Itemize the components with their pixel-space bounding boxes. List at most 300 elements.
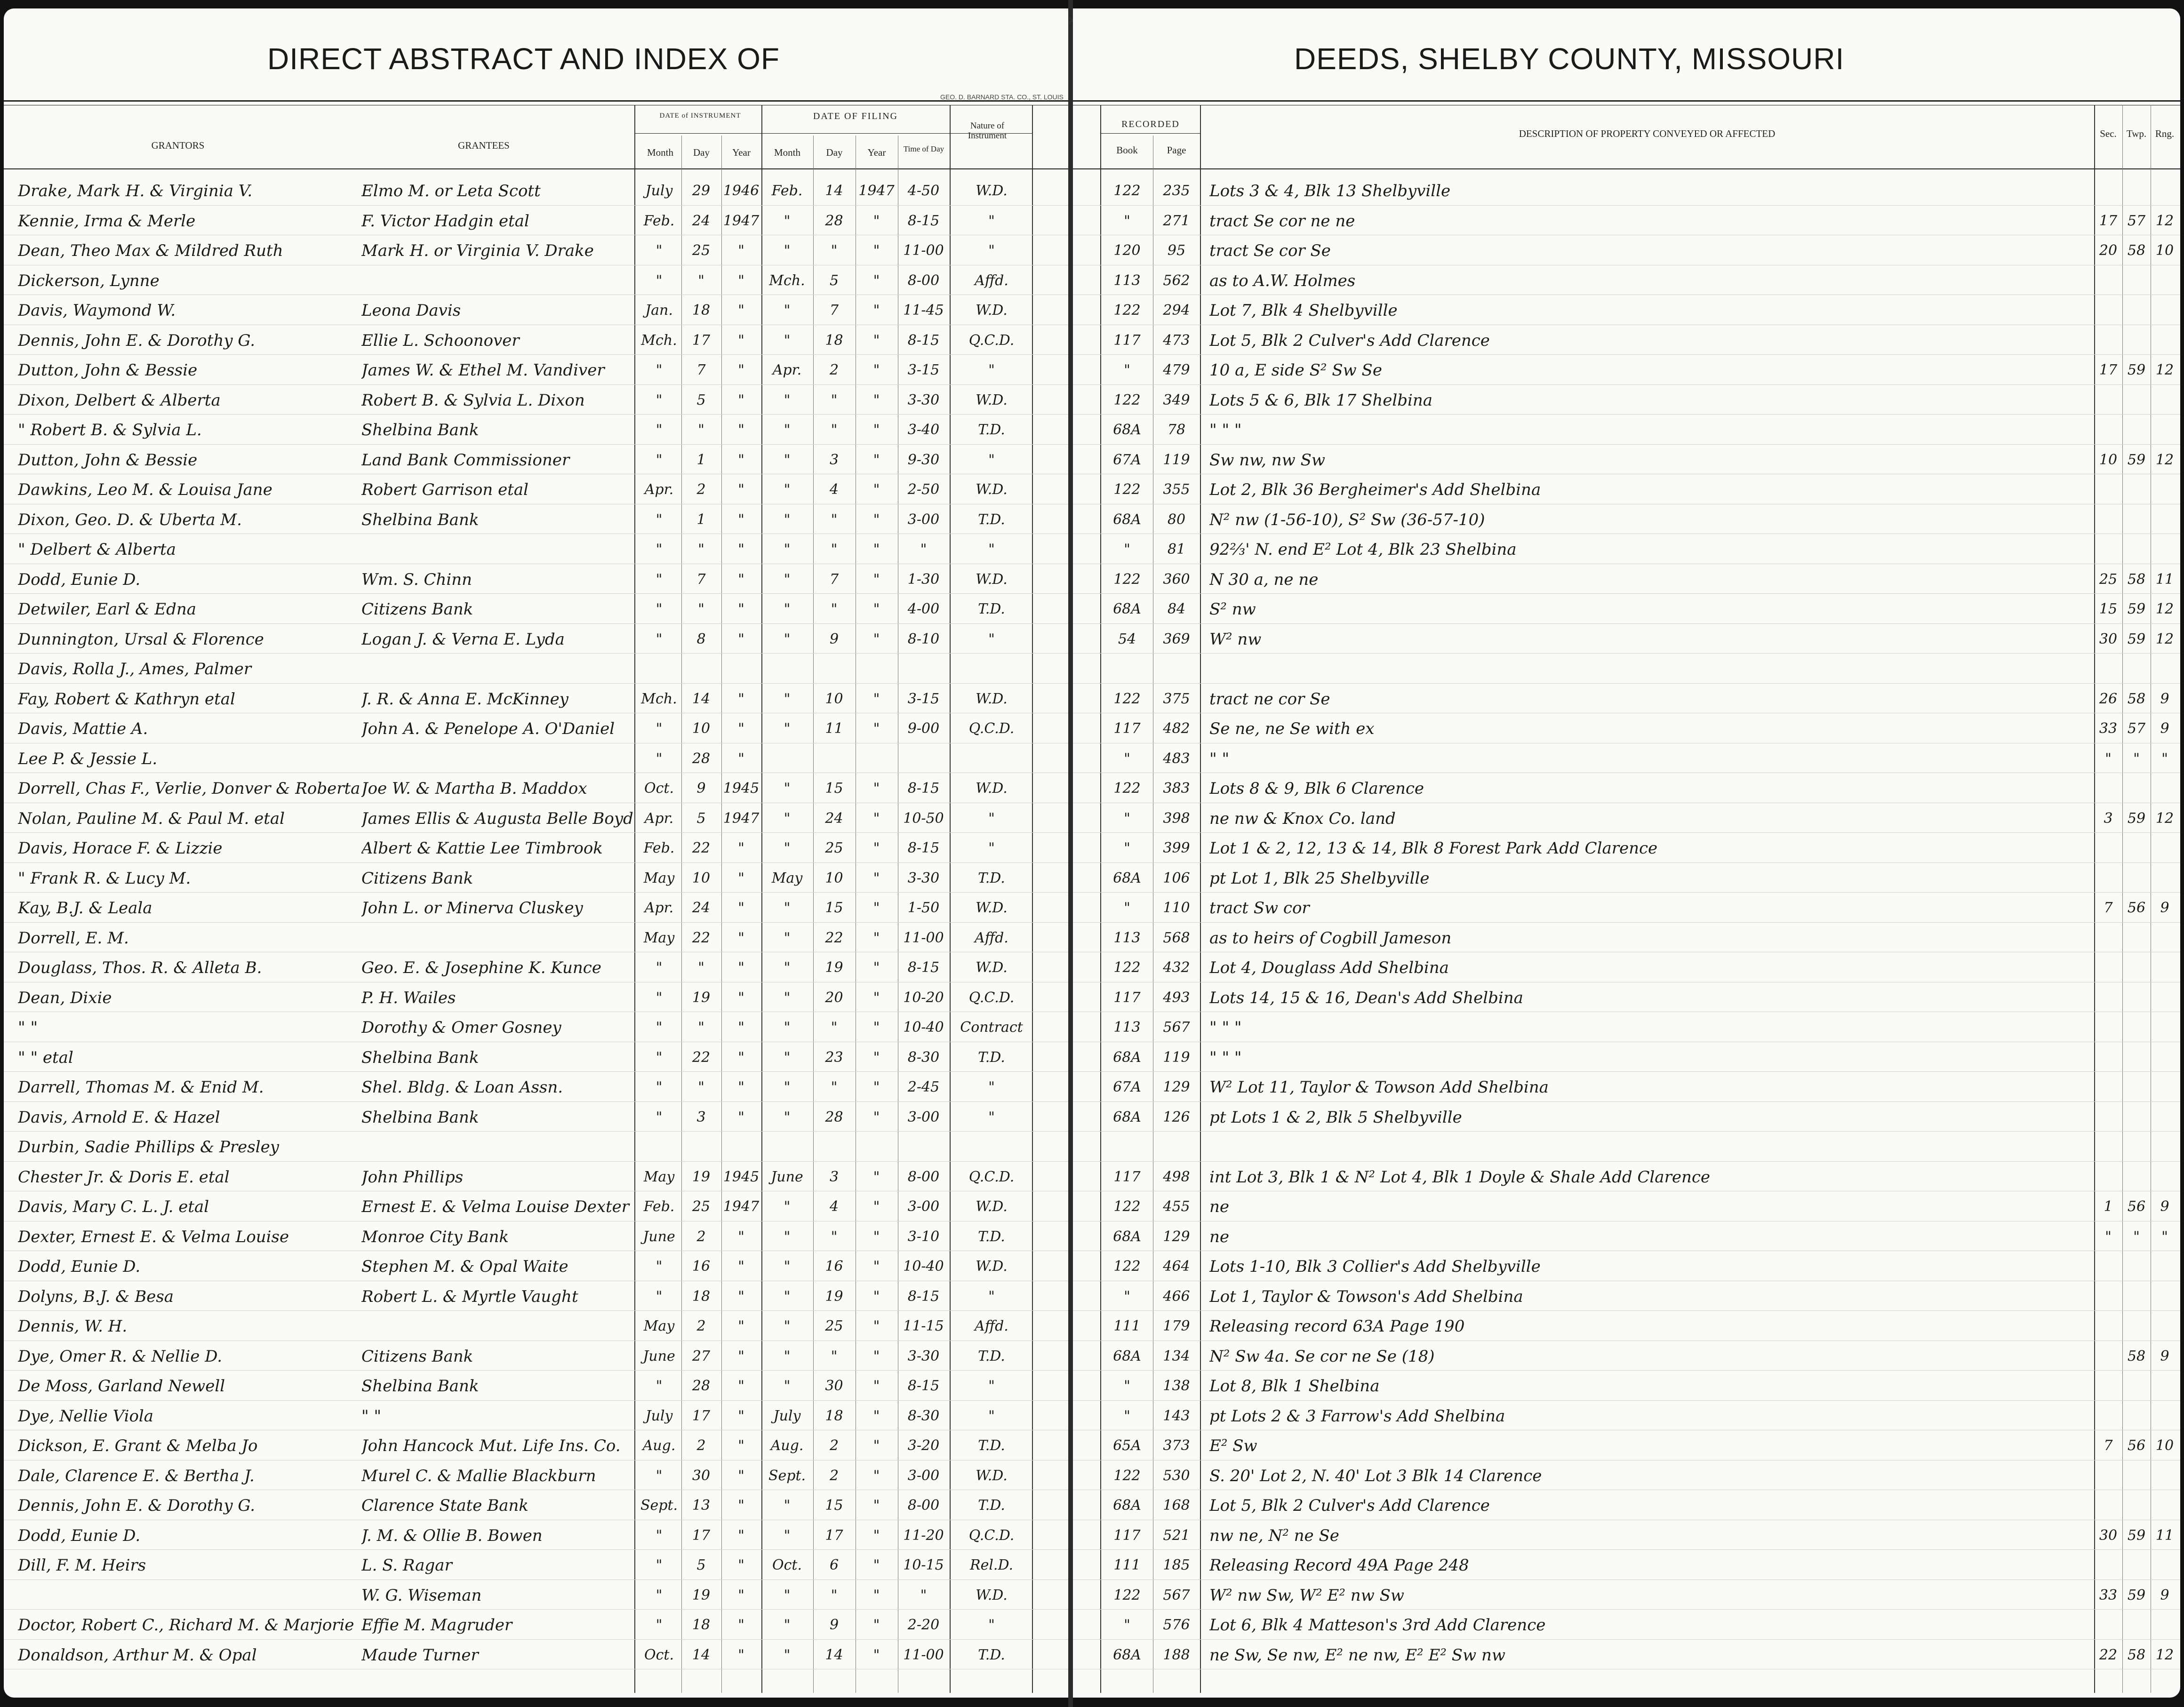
book-cell: 111 (1113, 1318, 1141, 1334)
description-cell: W² nw Sw, W² E² nw Sw (1209, 1586, 1405, 1605)
file-day-cell: 28 (825, 212, 843, 229)
left-row-rule (4, 414, 1068, 415)
inst-year-cell: " (738, 332, 744, 349)
rng-cell: 12 (2155, 810, 2174, 827)
file-month-cell: " (784, 1378, 791, 1394)
grantor-cell: Dolyns, B.J. & Besa (18, 1287, 174, 1306)
time-cell: 11-45 (903, 302, 944, 319)
inst-month-cell: June (643, 1228, 675, 1245)
page-cell: 373 (1163, 1437, 1190, 1454)
book-cell: 117 (1113, 1168, 1141, 1185)
file-day-cell: 11 (825, 720, 843, 737)
page-cell: 562 (1163, 272, 1190, 289)
inst-month-cell: " (656, 511, 663, 528)
page-cell: 106 (1163, 869, 1190, 886)
book-cell: 68A (1113, 869, 1141, 886)
file-year-cell: " (873, 601, 880, 617)
book-cell: " (1124, 900, 1130, 916)
inst-day-cell: " (698, 1019, 704, 1036)
col-divider (950, 105, 951, 1693)
time-cell: 8-00 (907, 272, 940, 289)
inst-month-cell: Feb. (643, 840, 675, 856)
inst-day-cell: 10 (692, 720, 711, 737)
sec-cell: 17 (2099, 212, 2118, 229)
file-year-cell: " (873, 810, 880, 827)
time-cell: 10-15 (903, 1557, 944, 1573)
grantee-cell: James Ellis & Augusta Belle Boyd (361, 809, 633, 828)
description-cell: Lots 5 & 6, Blk 17 Shelbina (1209, 391, 1433, 410)
file-month-cell: " (784, 989, 791, 1006)
time-cell: 10-40 (903, 1258, 944, 1275)
inst-year-cell: " (738, 1497, 744, 1514)
inst-month-cell: " (656, 1258, 663, 1275)
file-day-cell: 14 (825, 1646, 843, 1663)
file-month-cell: " (784, 391, 791, 408)
book-cell: 67A (1113, 1079, 1141, 1095)
page-header: Page (1167, 144, 1186, 156)
nature-cell: W.D. (976, 1258, 1008, 1275)
twp-cell: 56 (2127, 900, 2146, 916)
book-cell: 68A (1113, 1109, 1141, 1125)
grantor-cell: Kay, B.J. & Leala (18, 899, 152, 917)
page-cell: 355 (1163, 481, 1190, 498)
book-cell: 122 (1113, 391, 1141, 408)
time-cell: " (920, 541, 927, 558)
time-cell: 8-00 (907, 1497, 940, 1514)
nature-cell: " (988, 1407, 995, 1424)
left-row-rule (4, 1101, 1068, 1102)
nature-cell: " (988, 630, 995, 647)
inst-year-cell: 1947 (723, 810, 760, 827)
file-month-cell: Apr. (772, 362, 802, 378)
description-cell: Lots 1-10, Blk 3 Collier's Add Shelbyville (1209, 1257, 1541, 1276)
page-cell: 95 (1167, 242, 1186, 259)
time-cell: 8-15 (907, 840, 940, 856)
grantee-cell: F. Victor Hadgin etal (361, 211, 529, 231)
inst-day-cell: 17 (692, 1407, 711, 1424)
inst-month-cell: " (656, 391, 663, 408)
inst-day-cell: 18 (692, 1288, 711, 1305)
left-row-rule (4, 1609, 1068, 1610)
nature-cell: W.D. (976, 481, 1008, 498)
right-row-rule (1073, 593, 2180, 594)
inst-year-cell: " (738, 272, 744, 289)
book-cell: 111 (1113, 1557, 1141, 1573)
rng-cell: 12 (2155, 630, 2174, 647)
grantor-cell: Dodd, Eunie D. (18, 1526, 141, 1545)
inst-day-cell: 22 (692, 1049, 711, 1066)
inst-day-cell: 24 (692, 900, 711, 916)
description-cell: Lot 5, Blk 2 Culver's Add Clarence (1209, 1496, 1490, 1515)
file-month-cell: Mch. (769, 272, 805, 289)
time-cell: 8-10 (907, 630, 940, 647)
file-month-cell: " (784, 1646, 791, 1663)
file-day-cell: 2 (829, 362, 839, 378)
grantee-cell: Shel. Bldg. & Loan Assn. (361, 1078, 563, 1097)
file-day-cell: 30 (825, 1378, 843, 1394)
inst-day-cell: 30 (692, 1467, 711, 1484)
nature-cell: T.D. (978, 422, 1005, 438)
col-divider (813, 136, 814, 1693)
sec-cell: 25 (2099, 571, 2118, 588)
description-cell: ne (1209, 1227, 1230, 1246)
page-cell: 498 (1163, 1168, 1190, 1185)
book-cell: 68A (1113, 511, 1141, 528)
description-cell: S. 20' Lot 2, N. 40' Lot 3 Blk 14 Clarence (1209, 1466, 1542, 1485)
inst-month-cell: " (656, 1019, 663, 1036)
file-year-cell: " (873, 1198, 880, 1215)
inst-year-cell: " (738, 1109, 744, 1125)
book-cell: " (1124, 1407, 1130, 1424)
right-row-rule (1073, 1071, 2180, 1072)
grantee-cell: Robert B. & Sylvia L. Dixon (361, 391, 585, 410)
time-cell: 10-20 (903, 989, 944, 1006)
page-cell: 568 (1163, 929, 1190, 946)
book-cell: 120 (1113, 242, 1141, 259)
inst-day-cell: 5 (696, 1557, 706, 1573)
file-day-cell: 16 (825, 1258, 843, 1275)
description-cell: Se ne, ne Se with ex (1209, 719, 1375, 738)
sec-cell: 10 (2099, 451, 2118, 468)
left-row-rule (4, 683, 1068, 684)
inst-month-cell: July (645, 183, 673, 199)
col-divider (1100, 105, 1101, 1693)
description-cell: S² nw (1209, 600, 1256, 619)
nature-cell: Affd. (975, 929, 1008, 946)
grantor-cell: Darrell, Thomas M. & Enid M. (18, 1078, 264, 1097)
description-header: DESCRIPTION OF PROPERTY CONVEYED OR AFFECTED (1519, 128, 1776, 139)
inst-day-cell: " (698, 601, 704, 617)
page-cell: 80 (1167, 511, 1186, 528)
inst-day-cell: 7 (696, 362, 706, 378)
inst-day-cell: 10 (692, 869, 711, 886)
file-day-cell: " (831, 1019, 838, 1036)
file-year-cell: " (873, 1557, 880, 1573)
twp-cell: 58 (2127, 1646, 2146, 1663)
left-row-rule (4, 862, 1068, 863)
inst-year-cell: " (738, 869, 744, 886)
page-cell: 294 (1163, 302, 1190, 319)
grantor-cell: Fay, Robert & Kathryn etal (18, 689, 235, 709)
file-year-cell: " (873, 1378, 880, 1394)
left-row-rule (4, 205, 1068, 206)
inst-month-cell: " (656, 1557, 663, 1573)
rng-cell: " (2161, 1228, 2168, 1245)
inst-day-cell: 28 (692, 1378, 711, 1394)
book-cell: " (1124, 810, 1130, 827)
grantor-cell: Davis, Arnold E. & Hazel (18, 1108, 220, 1127)
description-cell: N 30 a, ne ne (1209, 570, 1319, 589)
nature-cell: T.D. (978, 1646, 1005, 1663)
description-cell: Sw nw, nw Sw (1209, 450, 1325, 470)
left-row-rule (4, 1340, 1068, 1341)
rng-cell: 12 (2155, 1646, 2174, 1663)
grantor-cell: Lee P. & Jessie L. (18, 749, 158, 768)
file-month-cell: " (784, 1049, 791, 1066)
twp-header: Twp. (2126, 128, 2147, 139)
grantee-cell: Joe W. & Martha B. Maddox (361, 779, 587, 798)
book-cell: " (1124, 750, 1130, 767)
file-day-cell: 6 (829, 1557, 839, 1573)
file-year-cell: " (873, 720, 880, 737)
header-bottom-rule (4, 168, 1068, 169)
page-cell: 464 (1163, 1258, 1190, 1275)
twp-cell: 59 (2127, 451, 2146, 468)
grantor-cell: Dye, Nellie Viola (18, 1406, 154, 1426)
file-month-cell: " (784, 900, 791, 916)
sec-cell: " (2105, 750, 2112, 767)
time-cell: 8-15 (907, 780, 940, 797)
file-year-cell: " (873, 1168, 880, 1185)
inst-day-cell: 18 (692, 1617, 711, 1633)
file-month-cell: Sept. (768, 1467, 806, 1484)
book-cell: " (1124, 541, 1130, 558)
page-cell: 521 (1163, 1527, 1190, 1544)
description-cell: Lot 2, Blk 36 Bergheimer's Add Shelbina (1209, 480, 1541, 499)
nature-cell: W.D. (976, 183, 1008, 199)
nature-cell: T.D. (978, 869, 1005, 886)
file-month-cell: Aug. (770, 1437, 804, 1454)
file-month-cell: " (784, 720, 791, 737)
page-cell: 432 (1163, 959, 1190, 976)
inst-month-header: Month (647, 147, 673, 158)
time-cell: 1-50 (907, 900, 940, 916)
description-cell: Lot 1, Taylor & Towson's Add Shelbina (1209, 1287, 1523, 1306)
sec-cell: 26 (2099, 690, 2118, 707)
right-row-rule (1073, 1340, 2180, 1341)
twp-cell: 57 (2127, 212, 2146, 229)
page-cell: 129 (1163, 1079, 1190, 1095)
inst-month-cell: " (656, 601, 663, 617)
left-row-rule (4, 1639, 1068, 1640)
right-row-rule (1073, 1101, 2180, 1102)
description-cell: Releasing Record 49A Page 248 (1209, 1556, 1469, 1575)
grantor-cell: Drake, Mark H. & Virginia V. (18, 182, 253, 200)
description-cell: 92⅔' N. end E² Lot 4, Blk 23 Shelbina (1209, 540, 1517, 559)
page-cell: 375 (1163, 690, 1190, 707)
grantor-cell: De Moss, Garland Newell (18, 1377, 225, 1396)
file-day-cell: 23 (825, 1049, 843, 1066)
nature-cell: T.D. (978, 1497, 1005, 1514)
inst-month-cell: Apr. (644, 481, 674, 498)
file-day-cell: " (831, 541, 838, 558)
time-cell: 4-50 (907, 183, 940, 199)
page-cell: 466 (1163, 1288, 1190, 1305)
time-cell: 1-30 (907, 571, 940, 588)
time-cell: 3-15 (907, 690, 940, 707)
description-cell: tract ne cor Se (1209, 689, 1330, 709)
nature-cell: " (988, 1378, 995, 1394)
inst-month-cell: " (656, 1378, 663, 1394)
nature-cell: W.D. (976, 1198, 1008, 1215)
rng-cell: 9 (2160, 720, 2169, 737)
book-cell: 117 (1113, 989, 1141, 1006)
col-divider (634, 105, 635, 1693)
top-rule (4, 100, 1068, 102)
file-month-cell: " (784, 780, 791, 797)
nature-cell: " (988, 840, 995, 856)
file-day-cell: 17 (825, 1527, 843, 1544)
file-day-cell: 28 (825, 1109, 843, 1125)
file-day-cell: 15 (825, 1497, 843, 1514)
page-cell: 81 (1167, 541, 1186, 558)
twp-cell: 58 (2127, 571, 2146, 588)
inst-day-cell: 3 (696, 1109, 706, 1125)
book-cell: 117 (1113, 1527, 1141, 1544)
col-divider (1032, 105, 1033, 1693)
book-gutter (1068, 0, 1073, 1707)
inst-month-cell: Feb. (643, 212, 675, 229)
file-year-cell: " (873, 1587, 880, 1603)
subheader-rule (634, 133, 1032, 134)
page-cell: 360 (1163, 571, 1190, 588)
inst-day-cell: 29 (692, 183, 711, 199)
inst-year-cell: " (738, 302, 744, 319)
description-cell: N² Sw 4a. Se cor ne Se (18) (1209, 1347, 1435, 1366)
inst-month-cell: " (656, 1049, 663, 1066)
left-row-rule (4, 1370, 1068, 1371)
page-cell: 398 (1163, 810, 1190, 827)
file-year-cell: " (873, 780, 880, 797)
grantor-cell: Dorrell, E. M. (18, 928, 129, 948)
page-cell: 78 (1167, 422, 1186, 438)
file-month-cell: " (784, 1318, 791, 1334)
inst-year-cell: " (738, 690, 744, 707)
inst-month-cell: " (656, 362, 663, 378)
right-row-rule (1073, 1639, 2180, 1640)
inst-month-cell: June (643, 1348, 675, 1364)
grantor-cell: Dixon, Delbert & Alberta (18, 391, 221, 410)
file-month-cell: " (784, 332, 791, 349)
time-cell: 8-15 (907, 1288, 940, 1305)
grantee-cell: Geo. E. & Josephine K. Kunce (361, 958, 601, 977)
file-year-cell: " (873, 391, 880, 408)
grantor-cell: Dye, Omer R. & Nellie D. (18, 1347, 223, 1366)
inst-day-cell: 2 (696, 1318, 706, 1334)
nature-cell: T.D. (978, 511, 1005, 528)
left-row-rule (4, 832, 1068, 833)
page-cell: 473 (1163, 332, 1190, 349)
page-cell: 134 (1163, 1348, 1190, 1364)
book-cell: 113 (1113, 929, 1141, 946)
book-cell: 68A (1113, 1228, 1141, 1245)
rng-cell: 10 (2155, 1437, 2174, 1454)
page-cell: 84 (1167, 601, 1186, 617)
twp-cell: " (2133, 1228, 2140, 1245)
grantor-cell: Douglass, Thos. R. & Alleta B. (18, 958, 262, 977)
file-year-cell: " (873, 1079, 880, 1095)
inst-year-cell: 1947 (723, 1198, 760, 1215)
grantee-cell: J. R. & Anna E. McKinney (361, 689, 569, 709)
inst-month-cell: " (656, 451, 663, 468)
inst-day-cell: 22 (692, 840, 711, 856)
inst-year-cell: " (738, 1467, 744, 1484)
header-bottom-rule (1073, 168, 2180, 169)
description-cell: as to heirs of Cogbill Jameson (1209, 928, 1452, 948)
inst-day-cell: 27 (692, 1348, 711, 1364)
inst-year-cell: " (738, 362, 744, 378)
nature-cell: " (988, 242, 995, 259)
time-cell: 11-20 (903, 1527, 944, 1544)
file-year-cell: " (873, 1617, 880, 1633)
right-row-rule (1073, 892, 2180, 893)
inst-day-cell: 22 (692, 929, 711, 946)
inst-year-cell: " (738, 541, 744, 558)
left-row-rule (4, 1161, 1068, 1162)
inst-month-cell: " (656, 720, 663, 737)
grantee-cell: John A. & Penelope A. O'Daniel (361, 719, 615, 738)
book-cell: 122 (1113, 1198, 1141, 1215)
rng-cell: 9 (2160, 1348, 2169, 1364)
book-cell: " (1124, 1378, 1130, 1394)
file-month-cell: " (784, 212, 791, 229)
grantor-cell: Dickerson, Lynne (18, 271, 160, 290)
rng-cell: 9 (2160, 900, 2169, 916)
grantor-cell: Kennie, Irma & Merle (18, 211, 196, 231)
inst-year-cell: " (738, 900, 744, 916)
page-cell: 138 (1163, 1378, 1190, 1394)
time-cell: 3-40 (907, 422, 940, 438)
grantor-cell: Dale, Clarence E. & Bertha J. (18, 1466, 255, 1485)
file-year-cell: " (873, 1646, 880, 1663)
book-cell: 67A (1113, 451, 1141, 468)
file-day-cell: 7 (829, 302, 839, 319)
time-cell: 8-30 (907, 1049, 940, 1066)
grantee-cell: Ernest E. & Velma Louise Dexter (361, 1197, 630, 1216)
left-row-rule (4, 892, 1068, 893)
book-cell: 117 (1113, 720, 1141, 737)
file-month-cell: " (784, 840, 791, 856)
inst-month-cell: Apr. (644, 900, 674, 916)
inst-day-cell: " (698, 272, 704, 289)
inst-day-cell: 19 (692, 1168, 711, 1185)
grantor-cell: Dorrell, Chas F., Verlie, Donver & Roberta (18, 779, 360, 798)
description-cell: Lot 8, Blk 1 Shelbina (1209, 1377, 1380, 1396)
file-day-cell: " (831, 391, 838, 408)
file-day-cell: " (831, 1079, 838, 1095)
inst-month-cell: Jan. (645, 302, 673, 319)
time-cell: 3-00 (907, 1198, 940, 1215)
file-year-cell: " (873, 212, 880, 229)
file-day-cell: 4 (829, 1198, 839, 1215)
right-row-rule (1073, 1400, 2180, 1401)
inst-month-cell: Oct. (644, 780, 674, 797)
file-month-cell: " (784, 1527, 791, 1544)
file-year-cell: " (873, 869, 880, 886)
description-cell: W² Lot 11, Taylor & Towson Add Shelbina (1209, 1078, 1549, 1097)
printer-note: GEO. D. BARNARD STA. CO., ST. LOUIS (940, 93, 1064, 101)
file-year-cell: " (873, 929, 880, 946)
inst-year-cell: " (738, 1019, 744, 1036)
file-year-cell: " (873, 1467, 880, 1484)
time-cell: 8-30 (907, 1407, 940, 1424)
nature-cell: W.D. (976, 391, 1008, 408)
file-year-cell: " (873, 1019, 880, 1036)
right-row-rule (1073, 444, 2180, 445)
file-day-cell: " (831, 422, 838, 438)
description-cell: ne nw & Knox Co. land (1209, 809, 1396, 828)
inst-month-cell: " (656, 242, 663, 259)
inst-month-cell: May (643, 929, 675, 946)
grantor-cell: Nolan, Pauline M. & Paul M. etal (18, 809, 285, 828)
left-row-rule (4, 623, 1068, 624)
page-cell: 399 (1163, 840, 1190, 856)
right-row-rule (1073, 205, 2180, 206)
nature-cell: Q.C.D. (968, 1527, 1015, 1544)
file-month-cell: July (773, 1407, 801, 1424)
book-cell: 68A (1113, 422, 1141, 438)
page-cell: 179 (1163, 1318, 1190, 1334)
